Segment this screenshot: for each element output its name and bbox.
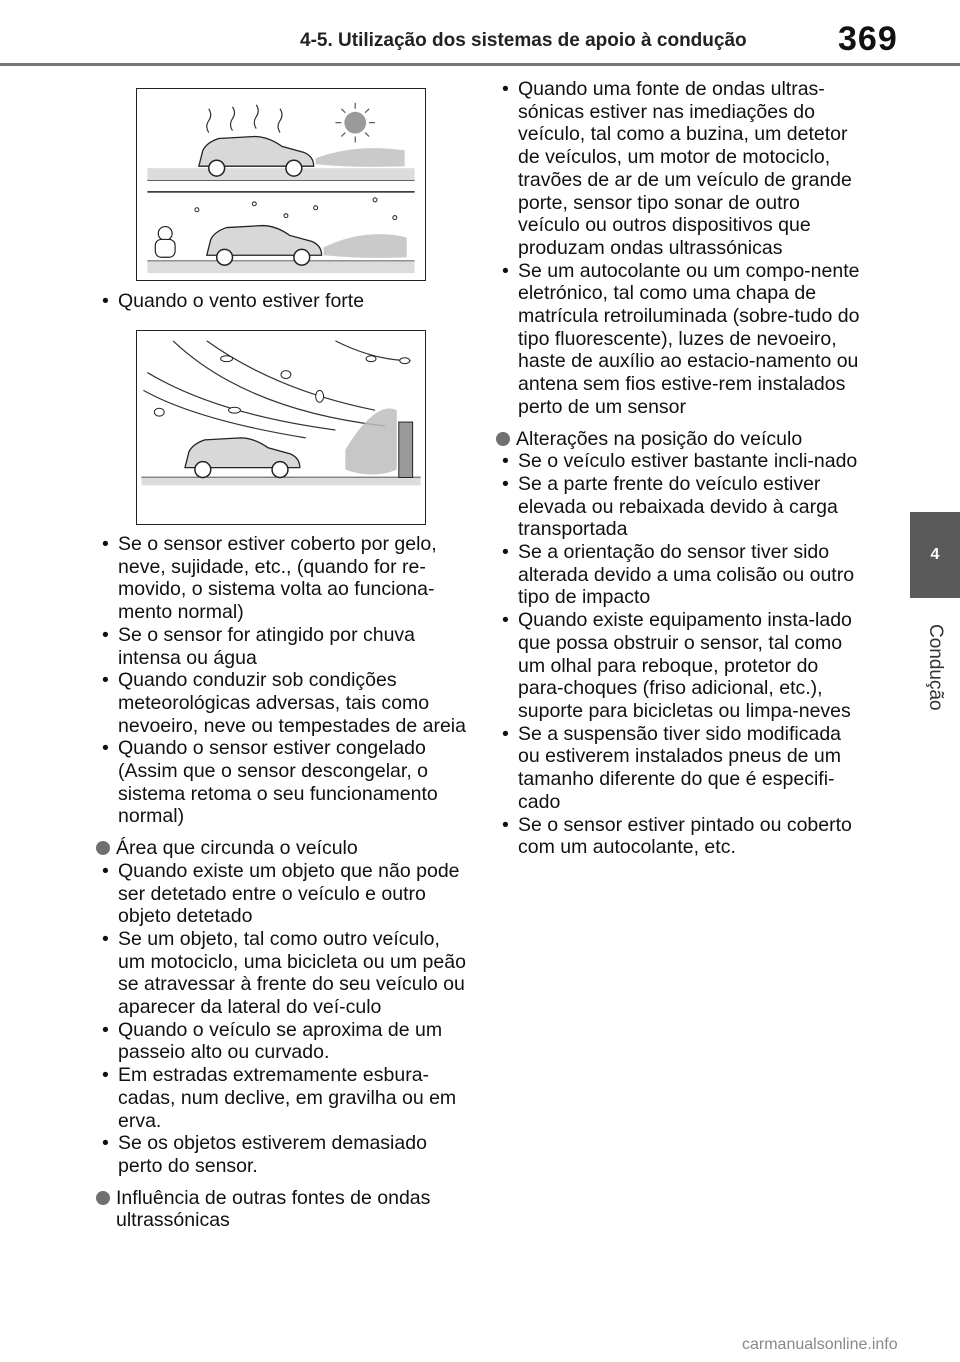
section-heading-influence [96, 1187, 466, 1232]
section-heading-area [96, 837, 466, 860]
chapter-tab[interactable] [910, 512, 960, 598]
section-title: Alterações na posição do veículo [516, 427, 803, 450]
list-item: • Quando o veículo se aproxima de um passeio alto ou curvado. [96, 1019, 466, 1064]
bullet-dot-icon [496, 432, 510, 446]
header-rule [0, 63, 960, 66]
right-column [496, 78, 866, 859]
list-item: • Quando o sensor estiver congelado (Assim que o sensor descongelar, o sistema retoma o seu funcionamento normal) [96, 737, 466, 828]
left-column [96, 533, 466, 1232]
wind-illustration-svg [137, 331, 425, 524]
chapter-number: 4 [930, 546, 940, 563]
list-item: • Se a suspensão tiver sido modificada ou estiverem instalados pneus de um tamanho diferente do que é especifi-cado [496, 723, 866, 814]
list-item: • Quando o vento estiver forte [96, 290, 466, 313]
illustration-wind [136, 330, 426, 525]
list-item: • Quando existe equipamento insta-lado que possa obstruir o sensor, tal como um olhal para reboque, protetor do para-choques (friso adicional, etc.), suporte para bicicletas ou limpa-neves [496, 609, 866, 723]
list-item: • Se um objeto, tal como outro veículo, um motociclo, uma bicicleta ou um peão se atravessar à frente do seu veículo ou aparecer da lateral do veí-culo [96, 928, 466, 1019]
bullet-dot-icon [96, 1191, 110, 1205]
list-item: • Quando conduzir sob condições meteorológicas adversas, tais como nevoeiro, neve ou tempestades de areia [96, 669, 466, 737]
wind-list [96, 290, 466, 313]
list-item: • Quando existe um objeto que não pode ser detetado entre o veículo e outro objeto detetado [96, 860, 466, 928]
list-item: • Se o sensor estiver pintado ou coberto com um autocolante, etc. [496, 814, 866, 859]
chapter-label: Condução [925, 623, 946, 711]
illustration-weather [136, 88, 426, 281]
bullet-dot-icon [96, 841, 110, 855]
section-title: Influência de outras fontes de ondas ultrassónicas [116, 1186, 431, 1232]
left-column-top [96, 290, 466, 313]
section-title: Área que circunda o veículo [116, 837, 358, 860]
section-heading-position [496, 428, 866, 451]
list-item: • Se a parte frente do veículo estiver elevada ou rebaixada devido à carga transportada [496, 473, 866, 541]
list-item: • Se o sensor estiver coberto por gelo, neve, sujidade, etc., (quando for re-movido, o sistema volta ao funciona-mento normal) [96, 533, 466, 624]
list-item: • Se os objetos estiverem demasiado perto do sensor. [96, 1132, 466, 1177]
area-conditions-list [96, 860, 466, 1178]
page-number: 369 [838, 20, 898, 58]
position-conditions-list [496, 450, 866, 859]
sensor-conditions-list [96, 533, 466, 828]
list-item: • Se o veículo estiver bastante incli-nado [496, 450, 866, 473]
watermark: carmanualsonline.info [742, 1336, 898, 1353]
list-item: • Se um autocolante ou um compo-nente eletrónico, tal como uma chapa de matrícula retroiluminada (sobre-tudo do tipo fluorescente), luzes de nevoeiro, haste de auxílio ao estacio-namento ou antena sem fios estive-rem instalados perto de um sensor [496, 260, 866, 419]
list-item: • Em estradas extremamente esbura-cadas, num declive, em gravilha ou em erva. [96, 1064, 466, 1132]
list-item: • Quando uma fonte de ondas ultras-sónicas estiver nas imediações do veículo, tal como a buzina, um detetor de veículos, um motor de motociclo, travões de ar de um veículo de grande porte, sensor tipo sonar de outro veículo ou outros dispositivos que produzam ondas ultrassónicas [496, 78, 866, 260]
header-title: 4-5. Utilização dos sistemas de apoio à condução [300, 30, 747, 51]
list-item: • Se a orientação do sensor tiver sido alterada devido a uma colisão ou outro tipo de impacto [496, 541, 866, 609]
ultrasonic-conditions-list [496, 78, 866, 419]
weather-illustration-svg [137, 89, 425, 280]
list-item: • Se o sensor for atingido por chuva intensa ou água [96, 624, 466, 669]
